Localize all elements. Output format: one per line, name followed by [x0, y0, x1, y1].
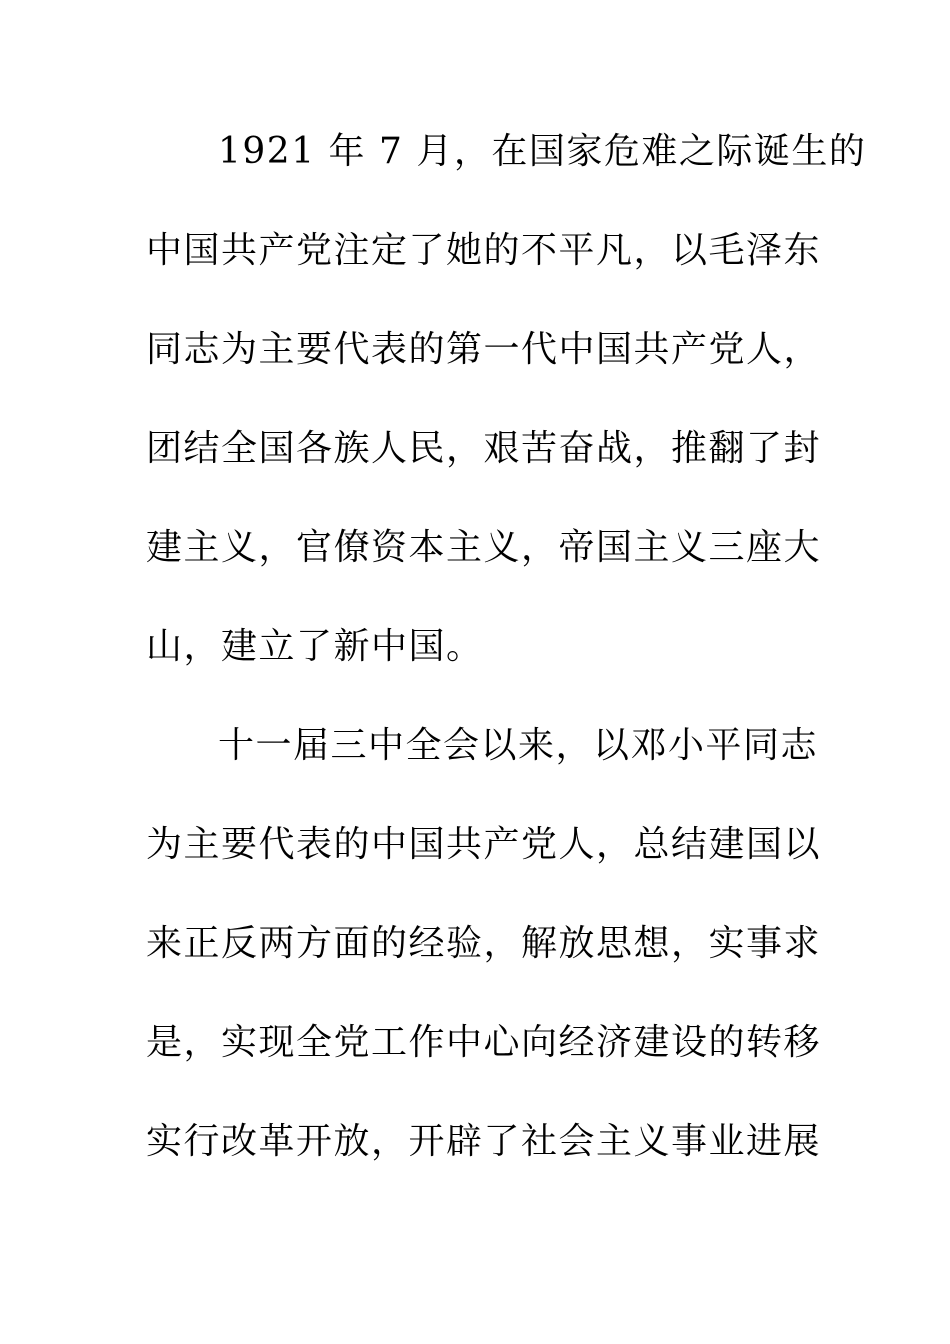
paragraph-1-line-3: 同志为主要代表的第一代中国共产党人， [146, 329, 822, 370]
paragraph-2-line-4: 是，实现全党工作中心向经济建设的转移 [146, 1022, 822, 1063]
paragraph-1-line-6: 山，建立了新中国。 [146, 626, 484, 667]
paragraph-1-line-1: 1921 年 7 月，在国家危难之际诞生的 [218, 131, 867, 172]
paragraph-1-line-2: 中国共产党注定了她的不平凡，以毛泽东 [146, 230, 822, 271]
paragraph-2-line-1: 十一届三中全会以来，以邓小平同志 [218, 725, 819, 766]
paragraph-2-line-2: 为主要代表的中国共产党人，总结建国以 [146, 824, 822, 865]
paragraph-1-line-5: 建主义，官僚资本主义，帝国主义三座大 [146, 527, 822, 568]
paragraph-2-line-5: 实行改革开放，开辟了社会主义事业进展 [146, 1121, 822, 1162]
paragraph-1-line-4: 团结全国各族人民，艰苦奋战，推翻了封 [146, 428, 822, 469]
document-body [146, 120, 867, 1209]
paragraph-2-line-3: 来正反两方面的经验，解放思想，实事求 [146, 923, 822, 964]
